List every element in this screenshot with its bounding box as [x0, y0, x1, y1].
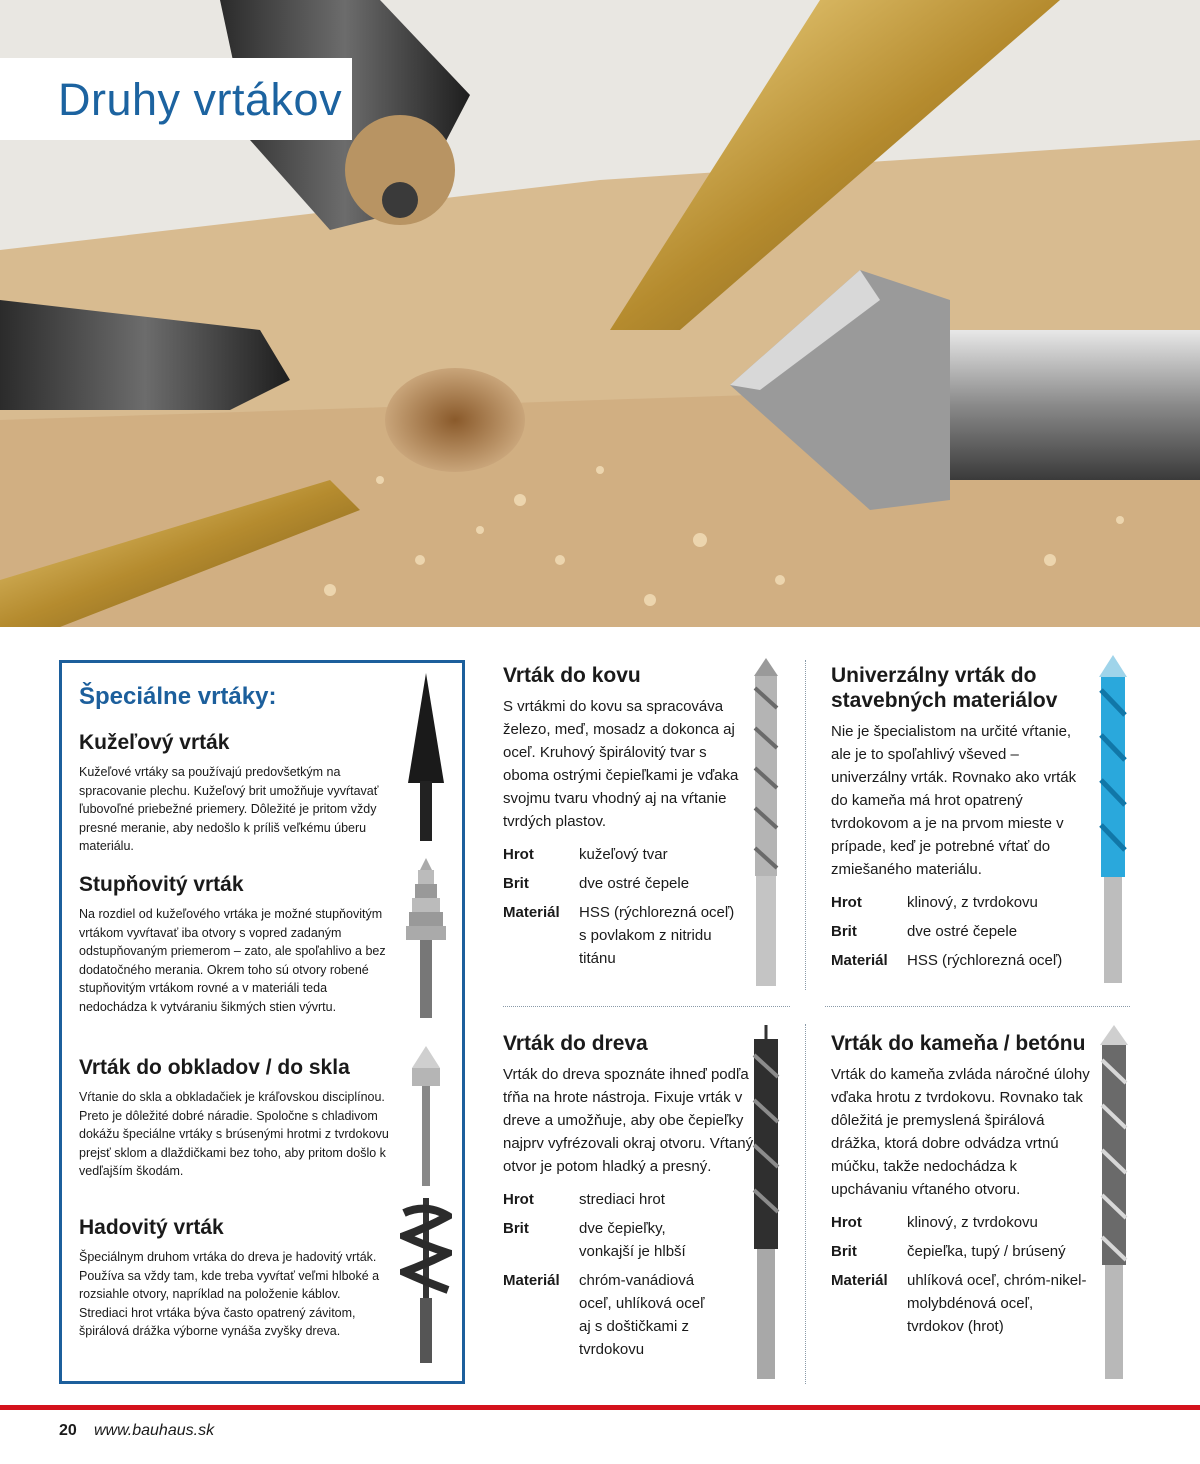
- metal-drill-section: [503, 663, 739, 976]
- cone-drill-section: [79, 731, 391, 856]
- footer-url: www.bauhaus.sk: [94, 1422, 215, 1439]
- glass-drill-title: Vrták do obkladov / do skla: [79, 1056, 350, 1079]
- page-number: 20: [59, 1422, 77, 1439]
- spec-row: Materiál uhlíková oceľ, chróm-nikel-molybdénová oceľ, tvrdokov (hrot): [831, 1272, 1087, 1335]
- title-box: [0, 58, 352, 140]
- auger-drill-section: [79, 1216, 391, 1341]
- spec-row: Brit čepieľka, tupý / brúsený: [831, 1243, 1066, 1260]
- special-heading: Špeciálne vrtáky:: [79, 683, 277, 710]
- column-divider-bottom: [805, 1024, 806, 1384]
- spec-row: Brit dve ostré čepele: [503, 875, 690, 892]
- spec-row: Hrot kužeľový tvar: [503, 846, 668, 863]
- spec-row: Materiál HSS (rýchlorezná oceľ) s povlakom z nitridu titánu: [503, 904, 735, 967]
- wood-drill-specs: [503, 1188, 763, 1361]
- row-divider-right: [825, 1006, 1130, 1007]
- row-divider-left: [503, 1006, 790, 1007]
- cone-drill-icon: [404, 673, 448, 843]
- step-drill-title: Stupňovitý vrták: [79, 873, 244, 896]
- wood-drill-icon: [750, 1025, 782, 1380]
- metal-drill-specs: [503, 843, 739, 970]
- spec-row: Hrot klinový, z tvrdokovu: [831, 1214, 1038, 1231]
- universal-drill-text: Nie je špecialistom na určité vŕtanie, ale je to spoľahlivý vševed – univerzálny vrták. Rovnako ako vrták do kameňa má hrot opatrený tvrdokovom a je na prvom mieste v prípade, keď je potrebné vŕtať do zmiešaného materiálu.: [831, 723, 1077, 878]
- spec-row: Brit dve čepieľky, vonkajší je hlbší: [503, 1220, 686, 1260]
- step-drill-section: [79, 873, 391, 1016]
- stone-drill-section: [831, 1031, 1093, 1344]
- universal-drill-specs: [831, 891, 1091, 972]
- cone-drill-text: Kužeľové vrtáky sa používajú predovšetkým na spracovanie plechu. Kužeľový brit umožňuje vyvŕtavať ľubovoľné priebežné priemery. Dôležité je pritom vždy presné meranie, aby nedošlo k príliš veľkému úberu materiálu.: [79, 765, 379, 853]
- column-divider-top: [805, 660, 806, 990]
- page-title: Druhy vrtákov: [58, 74, 343, 125]
- metal-drill-title: Vrták do kovu: [503, 664, 641, 687]
- universal-drill-title: Univerzálny vrták do stavebných materiálov: [831, 664, 1058, 712]
- spec-row: Brit dve ostré čepele: [831, 923, 1018, 940]
- stone-drill-title: Vrták do kameňa / betónu: [831, 1032, 1086, 1055]
- cone-drill-title: Kužeľový vrták: [79, 731, 230, 754]
- universal-drill-section: [831, 663, 1091, 978]
- universal-drill-icon: [1097, 655, 1129, 985]
- special-drills-box: [59, 660, 465, 1384]
- footer-red-line: [0, 1405, 1200, 1410]
- spec-row: Hrot strediaci hrot: [503, 1191, 665, 1208]
- stone-drill-icon: [1098, 1025, 1130, 1380]
- auger-drill-icon: [400, 1198, 452, 1363]
- step-drill-text: Na rozdiel od kužeľového vrtáka je možné stupňovitým vrtákom vyvŕtavať iba otvory s vopred zadaným odstupňovaným priemerom – zato, ale spoľahlivo a bez dodatočného merania. Okrem toho sú otvory robené stupňovitým vrtákom rovné a v materiáli teda nedochádza k vytváraniu šikmých stien vývrtu.: [79, 907, 386, 1014]
- metal-drill-icon: [750, 658, 782, 988]
- metal-drill-text: S vrtákmi do kovu sa spracováva železo, meď, mosadz a dokonca aj oceľ. Kruhový špirálovitý tvar s oboma ostrými čepieľkami je vďaka svojmu tvaru vhodný aj na vŕtanie tvrdých plastov.: [503, 698, 739, 830]
- wood-drill-section: [503, 1031, 763, 1367]
- spec-row: Materiál chróm-vanádiová oceľ, uhlíková oceľ aj s doštičkami z tvrdokovu: [503, 1272, 705, 1358]
- step-drill-icon: [402, 858, 450, 1018]
- glass-drill-icon: [408, 1046, 444, 1186]
- wood-drill-title: Vrták do dreva: [503, 1032, 648, 1055]
- auger-drill-title: Hadovitý vrták: [79, 1216, 224, 1239]
- stone-drill-specs: [831, 1211, 1093, 1338]
- spec-row: Materiál HSS (rýchlorezná oceľ): [831, 952, 1063, 969]
- glass-drill-text: Vŕtanie do skla a obkladačiek je kráľovskou disciplínou. Preto je dôležité dobré náradie. Spoločne s chladivom dokážu špeciálne vrtáky s brúsenými hrotmi z tvrdokovu prejsť sklom a dlaždičkami bez toho, aby pritom došlo k vedľajším škodám.: [79, 1090, 389, 1178]
- glass-drill-section: [79, 1056, 391, 1181]
- spec-row: Hrot klinový, z tvrdokovu: [831, 894, 1038, 911]
- stone-drill-text: Vrták do kameňa zvláda náročné úlohy vďaka hrotu z tvrdokovu. Rovnako tak dôležitá je premyslená špirálová drážka, ktorá dobre odvádza vrtnú múčku, takže nedochádza k upchávaniu vŕtaného otvoru.: [831, 1066, 1090, 1198]
- wood-drill-text: Vrták do dreva spoznáte ihneď podľa tŕňa na hrote nástroja. Fixuje vrták v dreve a umožňuje, aby obe čepieľky najprv vyfrézovali okraj otvoru. Vŕtaný otvor je potom hladký a presný.: [503, 1066, 754, 1175]
- auger-drill-text: Špeciálnym druhom vrtáka do dreva je hadovitý vrták. Používa sa vždy tam, kde treba vyvŕtať veľmi hlboké a rozsiahle otvory, napríklad na položenie káblov. Strediaci hrot vrtáka býva často opatrený závitom, špirálová drážka výborne vynáša zvyšky dreva.: [79, 1250, 380, 1338]
